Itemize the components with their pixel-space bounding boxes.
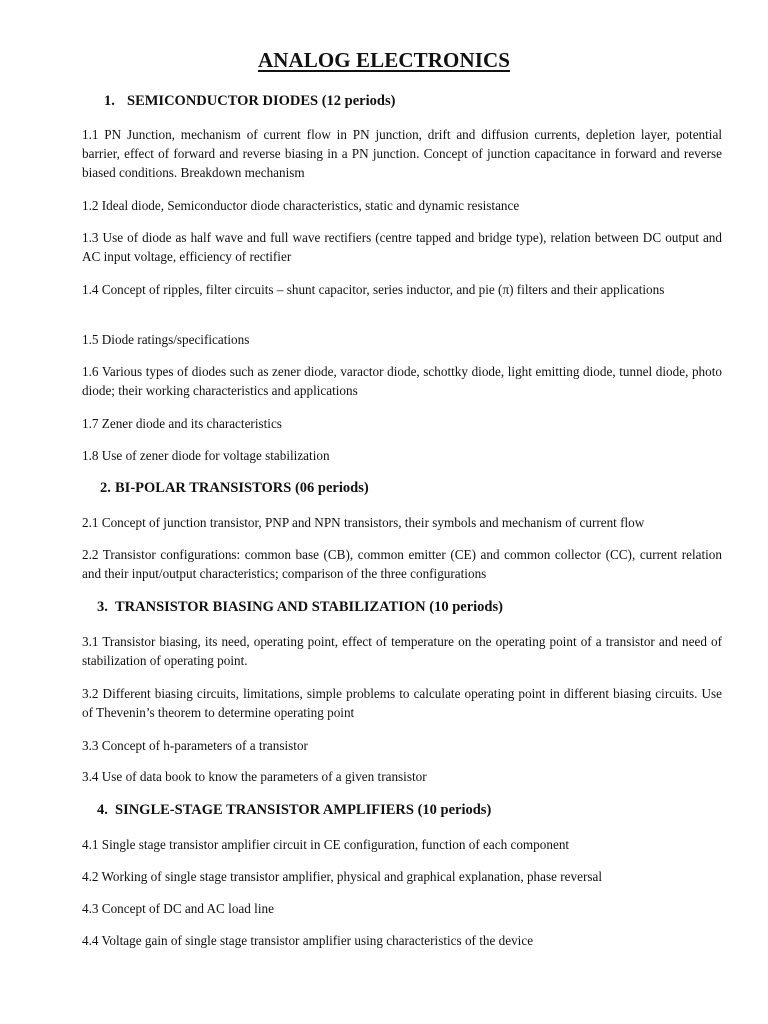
section-number: 2. — [100, 480, 111, 496]
section-title: SEMICONDUCTOR DIODES — [127, 93, 319, 109]
section-heading-4 — [97, 802, 491, 819]
section-3-item-4: 3.4 Use of data book to know the parameters of a given transistor — [82, 769, 427, 784]
section-1-item-7: 1.7 Zener diode and its characteristics — [82, 416, 282, 431]
section-title: TRANSISTOR BIASING AND STABILIZATION — [115, 599, 426, 615]
section-1-item-6: 1.6 Various types of diodes such as zener diode, varactor diode, schottky diode, light emitting diode, tunnel diode, photo diode; their working characteristics and applications — [82, 364, 722, 398]
section-4-item-3: 4.3 Concept of DC and AC load line — [82, 901, 274, 916]
page-title: ANALOG ELECTRONICS — [257, 48, 511, 72]
section-4-item-2: 4.2 Working of single stage transistor amplifier, physical and graphical explanation, phase reversal — [82, 869, 603, 884]
section-1-item-5: 1.5 Diode ratings/specifications — [82, 332, 250, 347]
section-1-item-1: 1.1 PN Junction, mechanism of current flow in PN junction, drift and diffusion currents, depletion layer, potential barrier, effect of forward and reverse biasing in a PN junction. Concept of junction capacitance in forward and reverse biased conditions. Breakdown mechanism — [82, 127, 722, 180]
section-periods: (06 periods) — [294, 480, 369, 496]
section-periods: (10 periods) — [417, 802, 492, 818]
section-title: SINGLE-STAGE TRANSISTOR AMPLIFIERS — [115, 802, 414, 818]
section-1-item-2: 1.2 Ideal diode, Semiconductor diode characteristics, static and dynamic resistance — [82, 198, 520, 213]
section-4-item-4: 4.4 Voltage gain of single stage transistor amplifier using characteristics of the device — [82, 933, 534, 948]
section-4-item-1: 4.1 Single stage transistor amplifier circuit in CE configuration, function of each component — [82, 837, 570, 852]
section-3-item-3: 3.3 Concept of h-parameters of a transistor — [82, 738, 308, 753]
section-heading-1 — [104, 93, 395, 110]
section-number: 3. — [97, 599, 108, 615]
section-number: 4. — [97, 802, 108, 818]
section-heading-3 — [97, 599, 503, 616]
section-heading-2 — [100, 480, 369, 497]
section-periods: (12 periods) — [321, 93, 396, 109]
section-3-item-2: 3.2 Different biasing circuits, limitations, simple problems to calculate operating point in different biasing circuits. Use of Thevenin’s theorem to determine operating point — [82, 686, 722, 720]
section-1-item-8: 1.8 Use of zener diode for voltage stabilization — [82, 448, 330, 463]
section-2-item-1: 2.1 Concept of junction transistor, PNP and NPN transistors, their symbols and mechanism of current flow — [82, 515, 645, 530]
section-2-item-2: 2.2 Transistor configurations: common base (CB), common emitter (CE) and common collector (CC), current relation and their input/output characteristics; comparison of the three configurations — [82, 547, 722, 581]
section-title: BI-POLAR TRANSISTORS — [115, 480, 292, 496]
section-number: 1. — [104, 93, 115, 109]
section-periods: (10 periods) — [429, 599, 503, 615]
section-1-item-3: 1.3 Use of diode as half wave and full wave rectifiers (centre tapped and bridge type), relation between DC output and AC input voltage, efficiency of rectifier — [82, 230, 722, 264]
section-1-item-4: 1.4 Concept of ripples, filter circuits – shunt capacitor, series inductor, and pie (π) filters and their applications — [82, 282, 665, 297]
section-3-item-1: 3.1 Transistor biasing, its need, operating point, effect of temperature on the operating point of a transistor and need of stabilization of operating point. — [82, 634, 722, 668]
